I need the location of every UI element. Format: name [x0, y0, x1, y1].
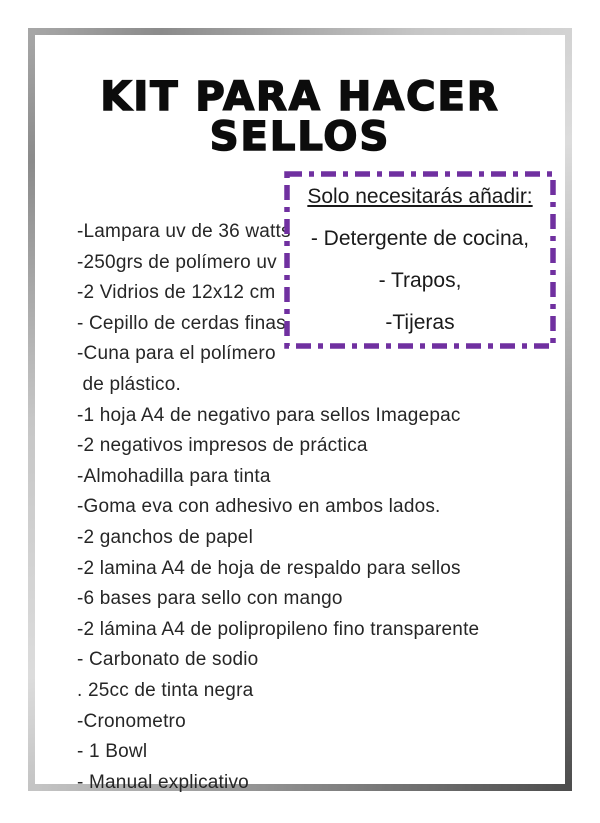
list-item: -2 Vidrios de 12x12 cm — [77, 282, 276, 304]
list-item: -250grs de polímero uv — [77, 251, 277, 273]
page-title-line2: SELLOS — [209, 114, 391, 160]
callout-item: - Detergente de cocina, — [310, 227, 530, 250]
list-item: -2 ganchos de papel — [77, 526, 253, 548]
list-item: -Cronometro — [77, 710, 186, 732]
callout-content — [292, 171, 548, 349]
callout-box — [284, 171, 556, 349]
picture-frame — [28, 28, 572, 791]
page-title — [35, 74, 565, 160]
list-item: -Cuna para el polímero — [77, 343, 276, 365]
list-item: -1 hoja A4 de negativo para sellos Imagepac — [77, 404, 461, 426]
list-item: -2 lámina A4 de polipropileno fino transparente — [77, 618, 480, 640]
list-item: - 1 Bowl — [77, 741, 148, 763]
list-item: - Carbonato de sodio — [77, 649, 259, 671]
list-item: -2 negativos impresos de práctica — [77, 435, 368, 457]
list-item: - Cepillo de cerdas finas — [77, 312, 286, 334]
page-title-line1: KIT PARA HACER — [100, 74, 500, 120]
callout-heading: Solo necesitarás añadir: — [307, 185, 533, 208]
callout-item: - Trapos, — [378, 269, 462, 292]
callout-item: -Tijeras — [385, 311, 455, 334]
list-item: -Lampara uv de 36 watts — [77, 221, 291, 242]
list-item: -Almohadilla para tinta — [77, 465, 271, 487]
list-item: de plástico. — [77, 373, 181, 395]
list-item: - Manual explicativo — [77, 771, 249, 793]
list-item: -Goma eva con adhesivo en ambos lados. — [77, 496, 441, 518]
list-item: -2 lamina A4 de hoja de respaldo para sellos — [77, 557, 461, 579]
list-item: -6 bases para sello con mango — [77, 588, 343, 610]
list-item: . 25cc de tinta negra — [77, 679, 254, 701]
